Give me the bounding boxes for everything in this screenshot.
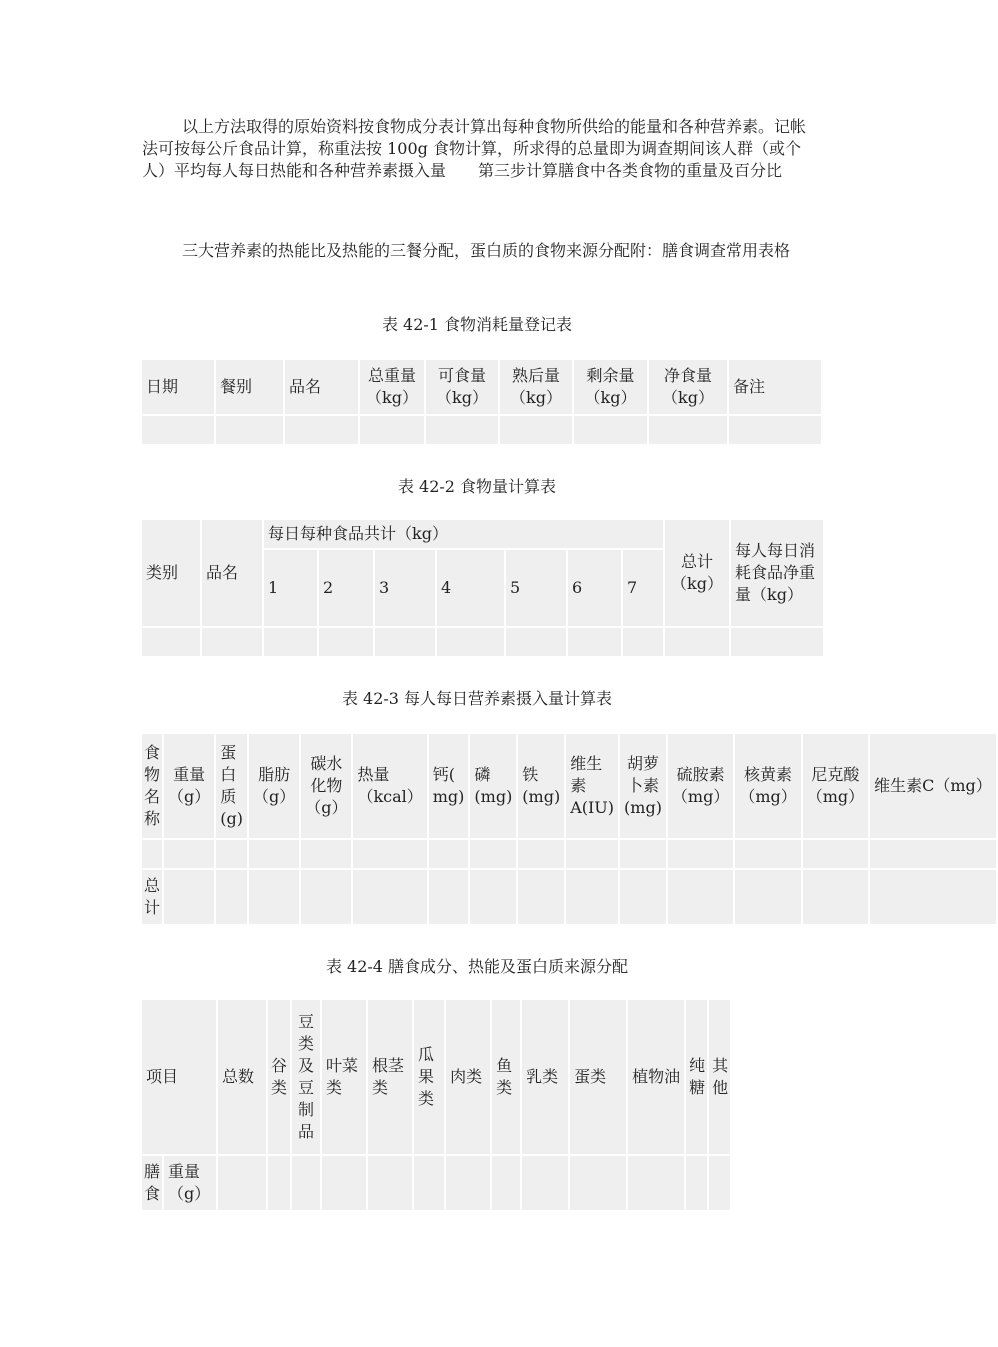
table1-food-consumption bbox=[140, 358, 823, 446]
table4-header-item: 项目 bbox=[142, 1000, 216, 1154]
table-row bbox=[142, 870, 996, 924]
table3-header-vitamin-c: 维生素C（mg） bbox=[870, 734, 996, 838]
table1-header-net: 净食量（kg） bbox=[649, 360, 727, 414]
table1-header-cooked: 熟后量（kg） bbox=[500, 360, 572, 414]
table4-header-other: 其他 bbox=[709, 1000, 730, 1154]
table3-header-iron: 铁(mg) bbox=[518, 734, 564, 838]
paragraph-2: 三大营养素的热能比及热能的三餐分配，蛋白质的食物来源分配附：膳食调查常用表格 bbox=[182, 241, 791, 260]
table2-header-total: 总计（kg） bbox=[665, 520, 729, 626]
table4-header-beans: 豆类及豆制品 bbox=[292, 1000, 320, 1154]
table4-row-label-diet: 膳食 bbox=[142, 1156, 162, 1210]
table4-header-milk: 乳类 bbox=[522, 1000, 568, 1154]
table3-header-carbs: 碳水化物（g） bbox=[301, 734, 351, 838]
table4-header-eggs: 蛋类 bbox=[570, 1000, 626, 1154]
table4-caption: 表 42-4 膳食成分、热能及蛋白质来源分配 bbox=[325, 957, 629, 976]
table4-header-meat: 肉类 bbox=[446, 1000, 490, 1154]
table1-header-leftover: 剩余量（kg） bbox=[574, 360, 647, 414]
table4-header-fish: 鱼类 bbox=[492, 1000, 520, 1154]
table4-row-label-weight: 重量（g） bbox=[164, 1156, 216, 1210]
table3-header-phosphorus: 磷(mg) bbox=[470, 734, 516, 838]
table2-day-3: 3 bbox=[375, 550, 435, 626]
table1-header-edible: 可食量（kg） bbox=[426, 360, 498, 414]
table2-day-7: 7 bbox=[623, 550, 663, 626]
table1-header-meal: 餐别 bbox=[216, 360, 283, 414]
table4-header-veg-oil: 植物油 bbox=[628, 1000, 684, 1154]
table2-food-amount bbox=[140, 518, 825, 658]
table2-day-4: 4 bbox=[437, 550, 504, 626]
paragraph-1: 以上方法取得的原始资料按食物成分表计算出每种食物所供给的能量和各种营养素。记帐法可按每公斤食品计算，称重法按 100g 食物计算，所求得的总量即为调查期间该人群（或个人）平均每人每日热能和各种营养素摄入量 第三步计算膳食中各类食物的重量及百分比 bbox=[142, 117, 807, 180]
table2-day-6: 6 bbox=[568, 550, 621, 626]
table3-header-vitamin-a: 维生素A(IU) bbox=[566, 734, 618, 838]
table4-header-leafy-veg: 叶菜类 bbox=[322, 1000, 366, 1154]
table-row bbox=[142, 416, 821, 444]
table1-header-name: 品名 bbox=[285, 360, 358, 414]
table2-header-category: 类别 bbox=[142, 520, 200, 626]
table1-header-remark: 备注 bbox=[729, 360, 821, 414]
table4-header-total: 总数 bbox=[218, 1000, 266, 1154]
table3-header-protein: 蛋白质(g) bbox=[216, 734, 247, 838]
table-row bbox=[142, 840, 996, 868]
table2-caption: 表 42-2 食物量计算表 bbox=[397, 477, 557, 496]
table3-nutrient-intake bbox=[140, 732, 998, 926]
table2-header-daily-group: 每日每种食品共计（kg） bbox=[264, 520, 663, 548]
table-row bbox=[142, 1156, 730, 1210]
table2-header-name: 品名 bbox=[202, 520, 262, 626]
table3-header-calcium: 钙( mg) bbox=[429, 734, 469, 838]
table1-caption: 表 42-1 食物消耗量登记表 bbox=[381, 315, 573, 334]
table4-header-root-veg: 根茎类 bbox=[368, 1000, 412, 1154]
table1-header-total-weight: 总重量（kg） bbox=[360, 360, 424, 414]
table1-header-date: 日期 bbox=[142, 360, 214, 414]
table4-header-sugar: 纯糖 bbox=[686, 1000, 707, 1154]
table3-header-thiamine: 硫胺素（mg） bbox=[668, 734, 733, 838]
table4-header-melon-fruit: 瓜果类 bbox=[414, 1000, 444, 1154]
table3-header-energy: 热量（kcal） bbox=[353, 734, 426, 838]
table3-clip bbox=[142, 732, 992, 932]
table3-header-fat: 脂肪（g） bbox=[249, 734, 299, 838]
table3-header-food-name: 食物名称 bbox=[142, 734, 162, 838]
table4-diet-composition bbox=[140, 998, 732, 1212]
table3-caption: 表 42-3 每人每日营养素摄入量计算表 bbox=[341, 689, 613, 708]
table4-header-grains: 谷类 bbox=[268, 1000, 290, 1154]
table3-header-niacin: 尼克酸（mg） bbox=[803, 734, 868, 838]
table3-header-weight: 重量（g） bbox=[164, 734, 214, 838]
table2-header-per-person: 每人每日消耗食品净重量（kg） bbox=[731, 520, 823, 626]
table3-total-label: 总计 bbox=[142, 870, 162, 924]
table2-day-2: 2 bbox=[319, 550, 373, 626]
table2-day-5: 5 bbox=[506, 550, 566, 626]
table3-header-carotene: 胡萝卜素(mg) bbox=[620, 734, 666, 838]
table2-day-1: 1 bbox=[264, 550, 317, 626]
table3-header-riboflavin: 核黄素（mg） bbox=[735, 734, 800, 838]
table-row bbox=[142, 628, 823, 656]
